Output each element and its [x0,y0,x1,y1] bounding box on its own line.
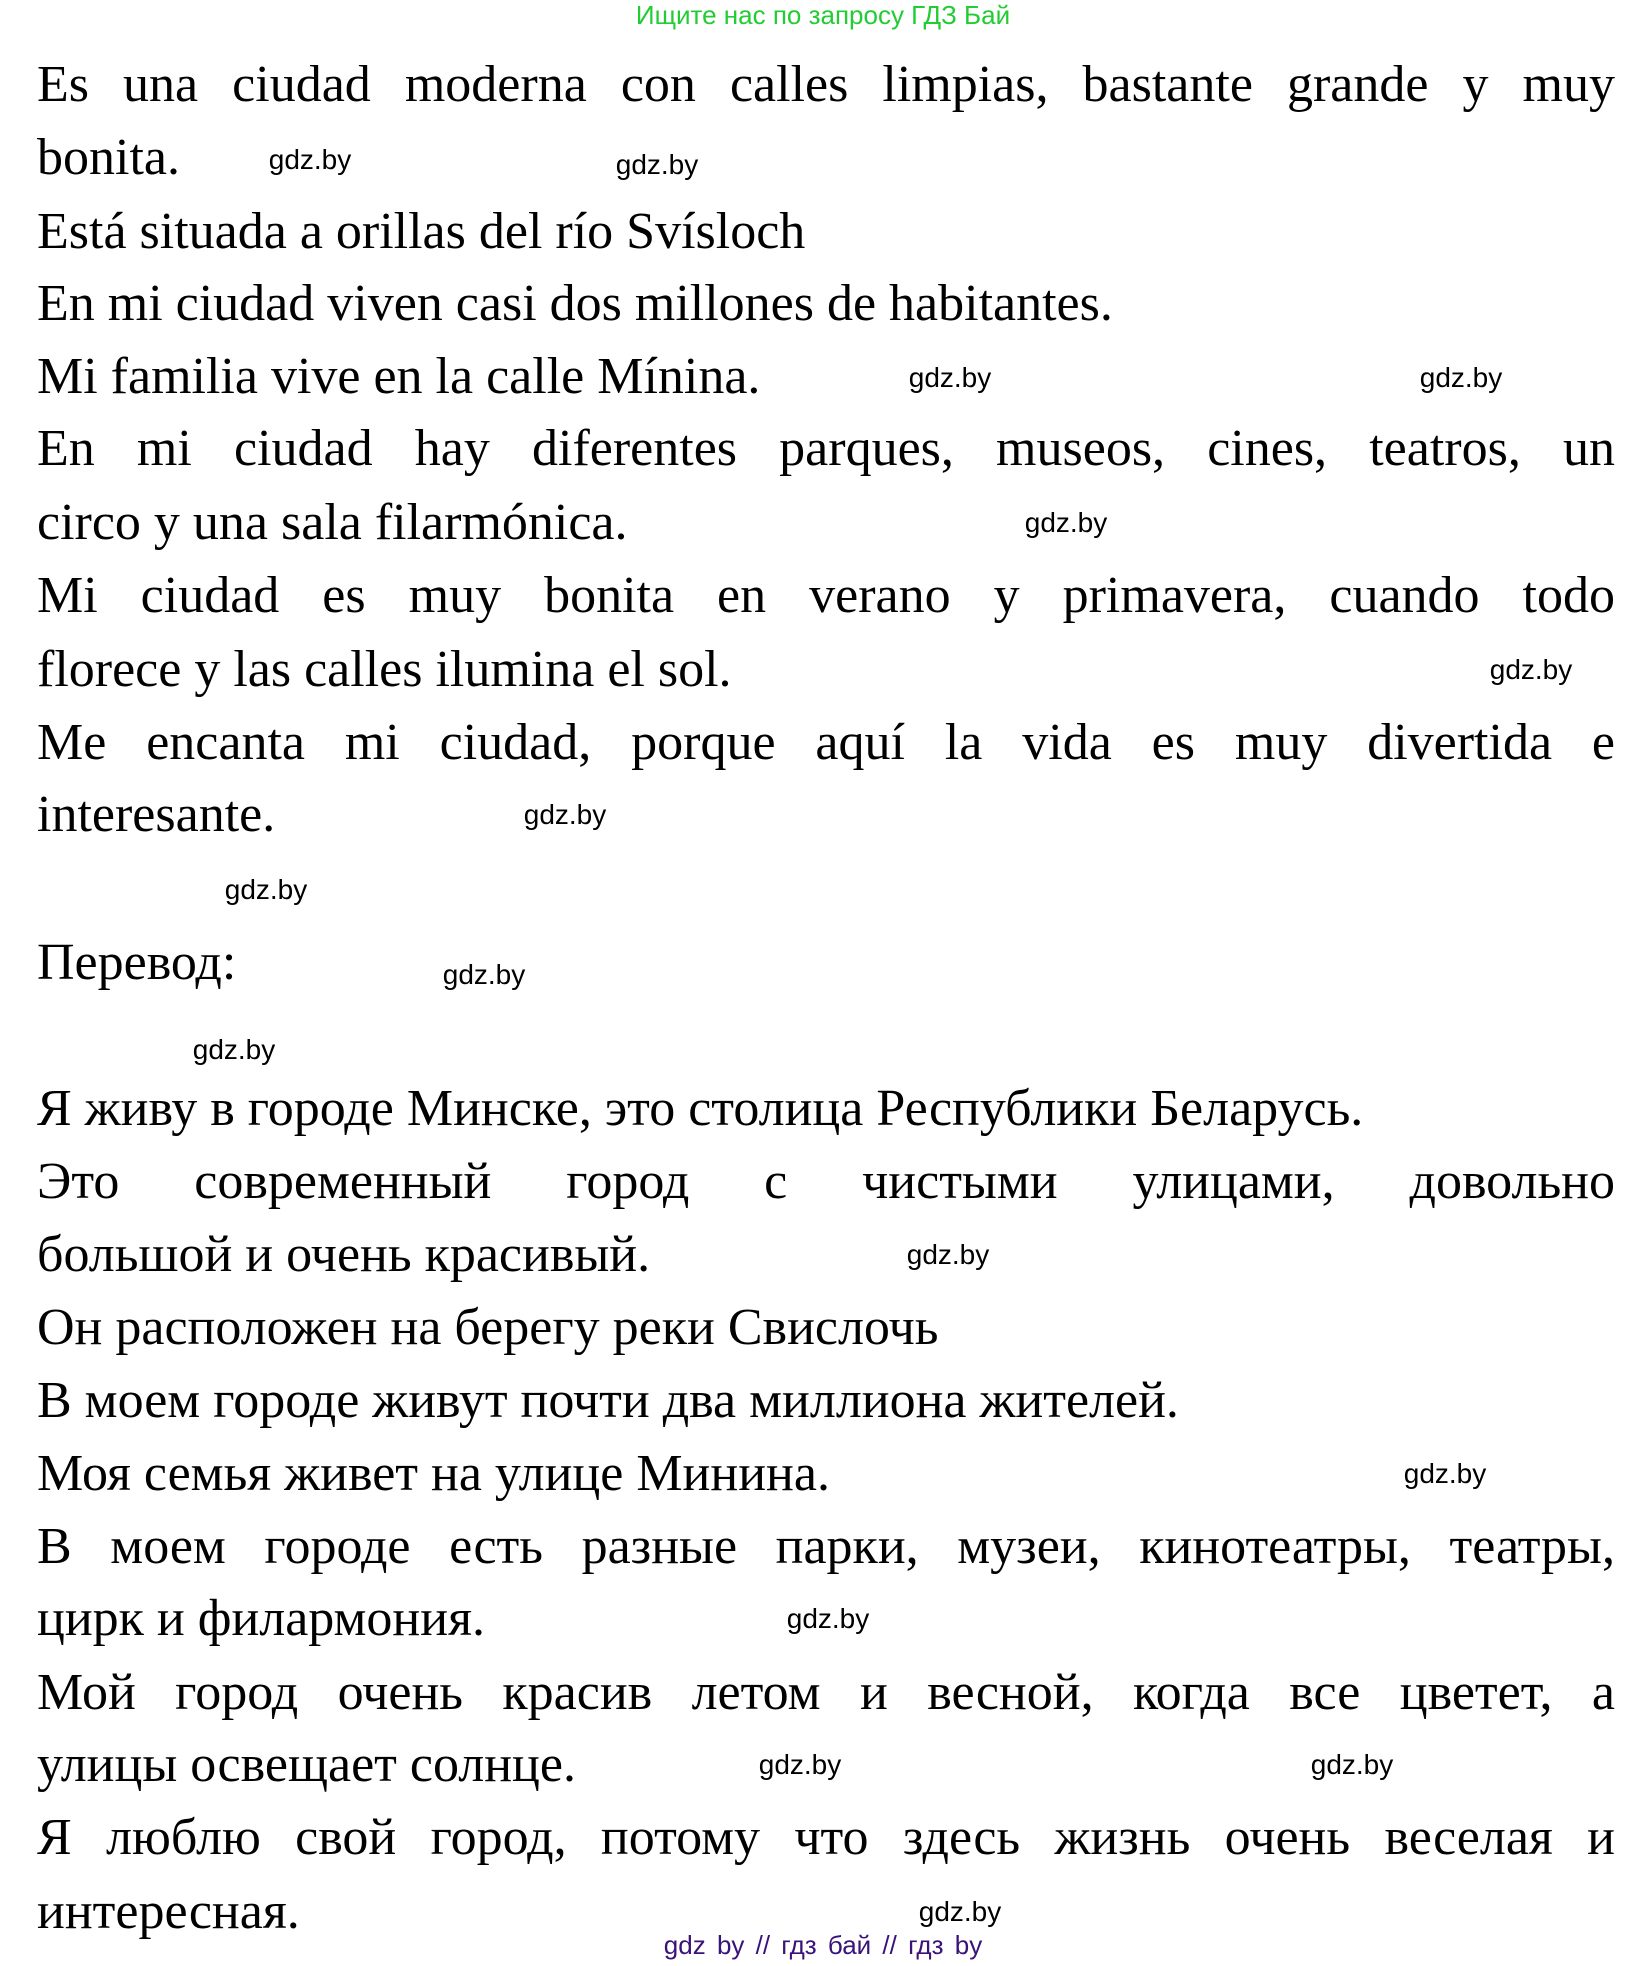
text-line: Me encanta mi ciudad, porque aquí la vida es muy divertida e [37,714,1615,771]
text-line: В моем городе есть разные парки, музеи, кинотеатры, театры, [37,1518,1615,1575]
watermark: gdz.by [786,1603,870,1634]
watermark: gdz.by [615,149,699,180]
watermark: gdz.by [442,959,526,990]
header-banner: Ищите нас по запросу ГДЗ Бай [635,0,1011,30]
text-line: Я люблю свой город, потому что здесь жизнь очень веселая и [37,1809,1615,1866]
text-line: Es una ciudad moderna con calles limpias, bastante grande y muy [37,56,1615,113]
watermark: gdz.by [918,1896,1002,1927]
watermark: gdz.by [1024,507,1108,538]
text-line: Mi familia vive en la calle Mínina. [37,348,761,405]
text-line: Está situada a orillas del río Svísloch [37,203,806,260]
text-line: улицы освещает солнце. [37,1736,576,1793]
text-line: В моем городе живут почти два миллиона жителей. [37,1372,1179,1429]
text-line: цирк и филармония. [37,1590,485,1647]
footer-banner: gdz by // гдз бай // гдз by [663,1930,983,1960]
watermark: gdz.by [906,1239,990,1270]
text-line: bonita. [37,129,180,186]
watermark: gdz.by [268,144,352,175]
text-line: интересная. [37,1883,300,1940]
watermark: gdz.by [192,1034,276,1065]
text-line: Моя семья живет на улице Минина. [37,1445,830,1502]
text-line: Мой город очень красив летом и весной, когда все цветет, а [37,1664,1615,1721]
text-line: En mi ciudad hay diferentes parques, museos, cines, teatros, un [37,420,1615,477]
text-line: Mi ciudad es muy bonita en verano y primavera, cuando todo [37,567,1615,624]
text-line: Я живу в городе Минске, это столица Республики Беларусь. [37,1080,1364,1137]
watermark: gdz.by [758,1749,842,1780]
watermark: gdz.by [1489,654,1573,685]
watermark: gdz.by [523,799,607,830]
text-line: En mi ciudad viven casi dos millones de habitantes. [37,275,1113,332]
watermark: gdz.by [1403,1458,1487,1489]
translation-heading: Перевод: [37,934,237,991]
watermark: gdz.by [1419,362,1503,393]
text-line: circo y una sala filarmónica. [37,494,628,551]
text-line: interesante. [37,786,276,843]
text-line: florece y las calles ilumina el sol. [37,641,732,698]
watermark: gdz.by [1310,1749,1394,1780]
text-line: Он расположен на берегу реки Свислочь [37,1299,939,1356]
text-line: большой и очень красивый. [37,1226,651,1283]
text-line: Это современный город с чистыми улицами, довольно [37,1153,1615,1210]
watermark: gdz.by [908,362,992,393]
watermark: gdz.by [224,874,308,905]
